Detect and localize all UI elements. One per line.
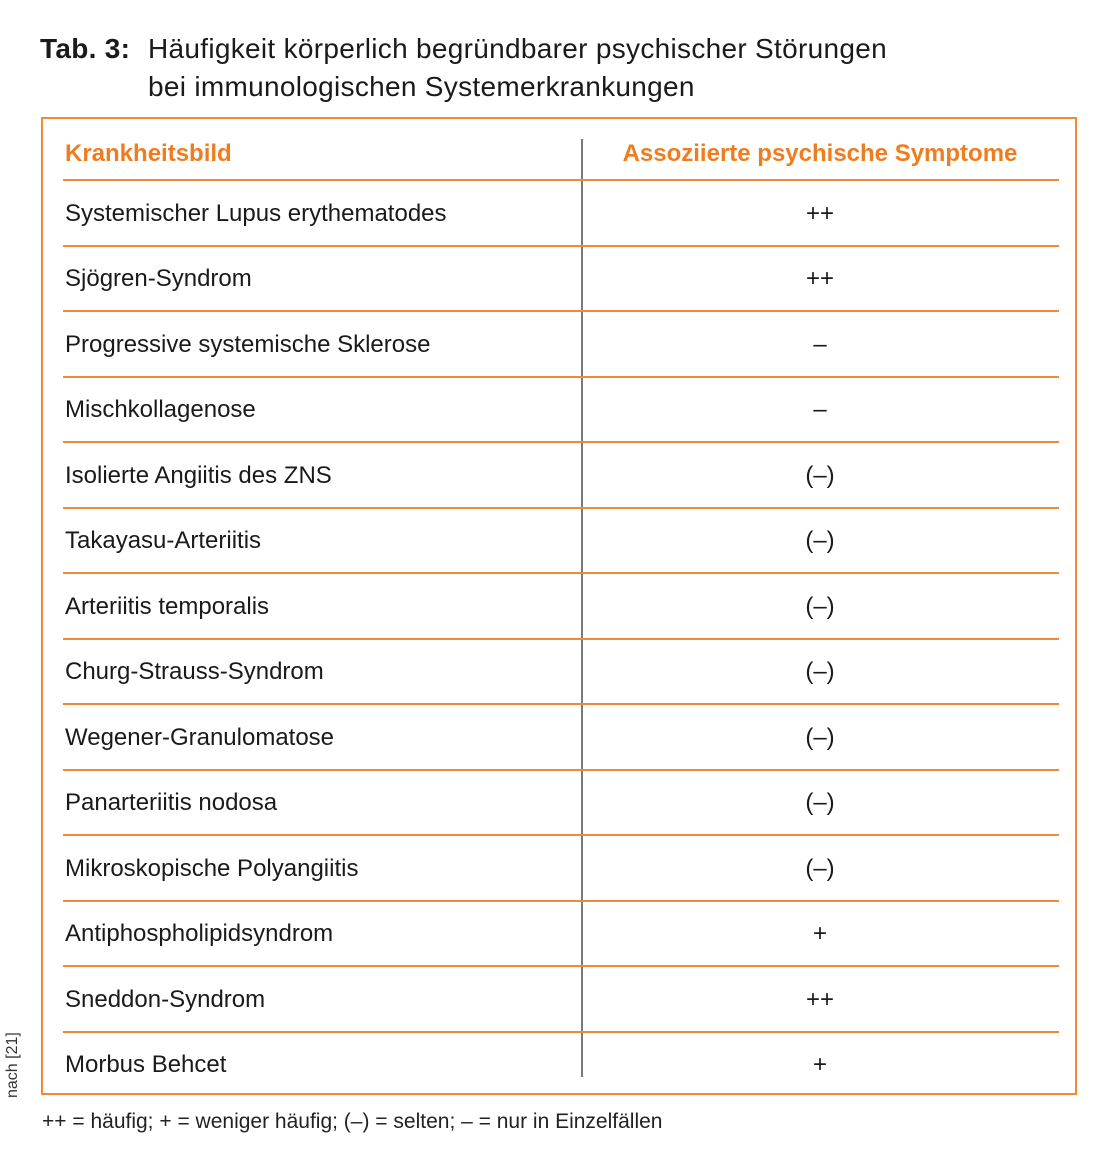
disease-cell: Mischkollagenose: [65, 396, 256, 424]
data-table: [41, 117, 1077, 1095]
symptoms-cell: ++: [805, 985, 835, 1013]
table-row: [63, 574, 1059, 640]
table-row: [63, 705, 1059, 771]
disease-cell: Wegener-Granulomatose: [65, 723, 335, 751]
disease-cell: Churg-Strauss-Syndrom: [65, 658, 324, 686]
table-row: [63, 247, 1059, 313]
table-row: [63, 509, 1059, 575]
symptoms-cell: ++: [805, 199, 835, 227]
disease-cell: Sjögren-Syndrom: [65, 265, 252, 293]
disease-cell: Progressive systemische Sklerose: [65, 330, 431, 358]
disease-cell: Takayasu-Arteriitis: [65, 527, 262, 555]
symptoms-cell: (–): [805, 461, 835, 489]
disease-cell: Isolierte Angiitis des ZNS: [65, 461, 332, 489]
table-row: [63, 181, 1059, 247]
symptoms-cell: –: [813, 396, 827, 424]
table-header-row: [63, 119, 1059, 185]
disease-cell: Morbus Behcet: [65, 1051, 227, 1079]
table-row: [63, 771, 1059, 837]
source-note: nach [21]: [4, 1032, 21, 1098]
symptoms-cell: (–): [805, 592, 835, 620]
header-symptoms: Assoziierte psychische Symptome: [622, 140, 1018, 167]
table-row: [63, 312, 1059, 378]
table-row: [63, 1033, 1059, 1099]
disease-cell: Panarteriitis nodosa: [65, 789, 278, 817]
table-row: [63, 378, 1059, 444]
symptoms-cell: +: [812, 920, 827, 948]
table-row: [63, 836, 1059, 902]
table-row: [63, 640, 1059, 706]
table-row: [63, 902, 1059, 968]
disease-cell: Arteriitis temporalis: [65, 592, 270, 620]
disease-cell: Mikroskopische Polyangiitis: [65, 854, 359, 882]
table-row: [63, 967, 1059, 1033]
disease-cell: Systemischer Lupus erythematodes: [65, 199, 447, 227]
symptoms-cell: –: [813, 330, 827, 358]
legend-footnote: ++ = häufig; + = weniger häufig; (–) = selten; – = nur in Einzelfällen: [42, 1110, 663, 1133]
table-title: [40, 30, 1080, 106]
title-line-2: bei immunologischen Systemerkrankungen: [148, 71, 695, 102]
symptoms-cell: (–): [805, 723, 835, 751]
disease-cell: Sneddon-Syndrom: [65, 985, 266, 1013]
title-line-1: Häufigkeit körperlich begründbarer psychischer Störungen: [148, 33, 887, 64]
header-disease: Krankheitsbild: [65, 140, 232, 167]
disease-cell: Antiphospholipidsyndrom: [65, 920, 334, 948]
symptoms-cell: (–): [805, 527, 835, 555]
symptoms-cell: ++: [805, 265, 835, 293]
table-row: [63, 443, 1059, 509]
symptoms-cell: +: [812, 1051, 827, 1079]
table-number: Tab. 3:: [40, 33, 131, 64]
symptoms-cell: (–): [805, 854, 835, 882]
symptoms-cell: (–): [805, 658, 835, 686]
symptoms-cell: (–): [805, 789, 835, 817]
